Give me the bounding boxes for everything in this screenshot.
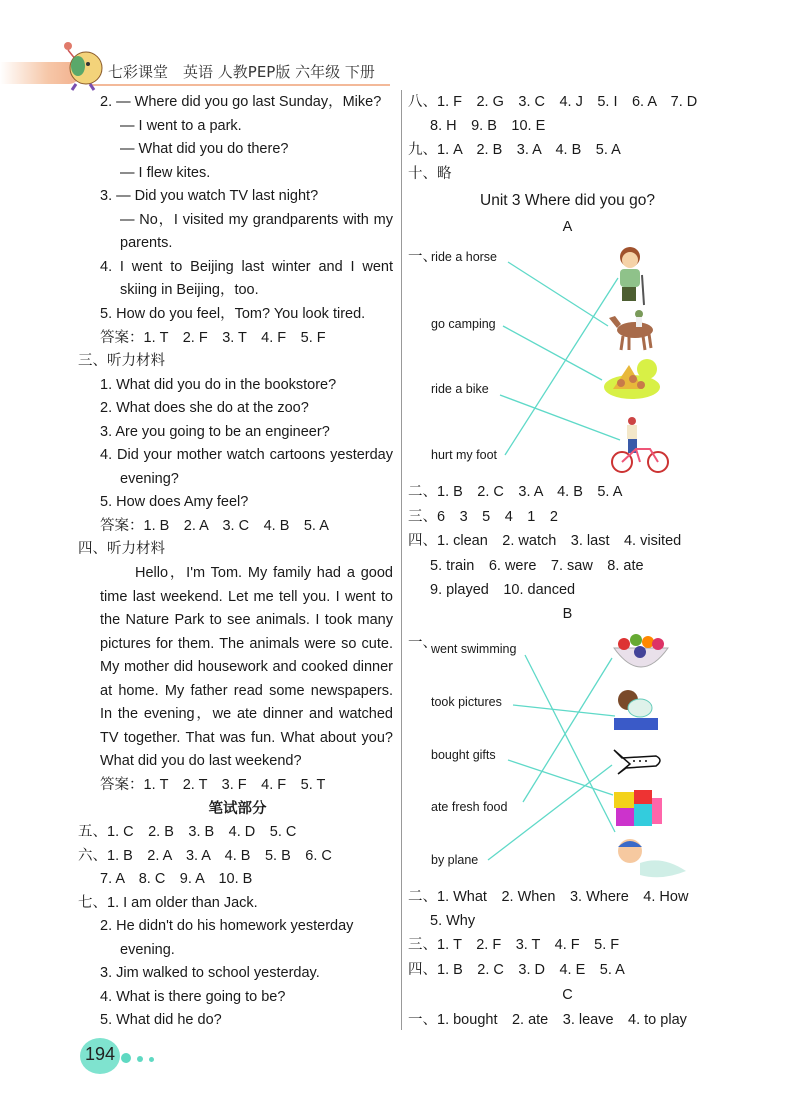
page-number: 194 bbox=[84, 1044, 116, 1064]
section-a-label: A bbox=[562, 219, 573, 235]
answer-line: 二、1. What 2. When 3. Where 4. How bbox=[408, 889, 689, 905]
answer-line: evening? bbox=[120, 470, 179, 487]
answer-line: 四、听力材料 bbox=[78, 541, 165, 558]
match-line bbox=[525, 655, 615, 832]
answer-line: 1. What did you do in the bookstore? bbox=[100, 376, 337, 393]
answer-line: at home. My father read some newspapers. bbox=[100, 682, 393, 699]
answer-line: 4. I went to Beijing last winter and I went bbox=[100, 258, 393, 275]
answer-line: 4. What is there going to be? bbox=[100, 988, 286, 1005]
answer-line: — No，I visited my grandparents with my bbox=[120, 211, 393, 228]
answer-line: What did you do last weekend? bbox=[100, 753, 302, 770]
answer-line: 7. A 8. C 9. A 10. B bbox=[100, 871, 253, 888]
answer-line: 三、6 3 5 4 1 2 bbox=[408, 509, 558, 525]
answer-line: TV together. That was fun. What about you? bbox=[100, 729, 393, 746]
answer-line: 答案：1. B 2. A 3. C 4. B 5. A bbox=[100, 517, 329, 534]
match-line bbox=[500, 395, 620, 440]
answer-line: 四、1. B 2. C 3. D 4. E 5. A bbox=[408, 962, 625, 978]
answer-line: 2. He didn't do his homework yesterday bbox=[100, 918, 354, 935]
decor-dot bbox=[137, 1056, 143, 1062]
answer-line: skiing in Beijing，too. bbox=[120, 282, 259, 299]
answer-line: 三、1. T 2. F 3. T 4. F 5. F bbox=[408, 937, 620, 953]
match-line bbox=[508, 760, 613, 795]
answer-line: 一、1. bought 2. ate 3. leave 4. to play bbox=[408, 1012, 687, 1028]
answer-line: time last weekend. Let me tell you. I went to bbox=[100, 588, 393, 605]
answer-line: 笔试部分 bbox=[208, 800, 267, 817]
answer-line: pictures for them. The animals were so cute. bbox=[100, 635, 393, 652]
answer-line: 5. How do you feel，Tom? You look tired. bbox=[100, 305, 366, 322]
answer-line: 5. How does Amy feel? bbox=[100, 494, 249, 511]
match-phrase: hurt my foot bbox=[431, 448, 497, 462]
decor-dot bbox=[121, 1053, 131, 1063]
answer-line: the Nature Park to see animals. I took many bbox=[100, 612, 393, 629]
answer-line: evening. bbox=[120, 941, 175, 958]
answer-line: 答案：1. T 2. T 3. F 4. F 5. T bbox=[100, 776, 326, 793]
match-phrase: ate fresh food bbox=[431, 800, 508, 814]
match-phrase: bought gifts bbox=[431, 748, 496, 762]
answer-line: 2. — Where did you go last Sunday，Mike? bbox=[100, 94, 382, 110]
answer-line: 5. What did he do? bbox=[100, 1012, 222, 1029]
answer-line: 九、1. A 2. B 3. A 4. B 5. A bbox=[408, 142, 621, 158]
answer-line: — I flew kites. bbox=[120, 164, 211, 181]
match-phrase: go camping bbox=[431, 317, 496, 331]
match-phrase: by plane bbox=[431, 853, 479, 867]
answer-line: 六、1. B 2. A 3. A 4. B 5. B 6. C bbox=[78, 847, 332, 864]
match-phrase: went swimming bbox=[431, 642, 517, 656]
answer-line: Hello，I'm Tom. My family had a good bbox=[135, 565, 393, 581]
answer-line: 答案：1. T 2. F 3. T 4. F 5. F bbox=[100, 329, 326, 346]
answer-line: 3. Are you going to be an engineer? bbox=[100, 423, 330, 440]
answer-line: In the evening，we ate dinner and watched bbox=[100, 706, 393, 723]
answer-line: 3. Jim walked to school yesterday. bbox=[100, 965, 320, 982]
match-phrase: ride a horse bbox=[431, 250, 498, 264]
answer-line: 3. — Did you watch TV last night? bbox=[100, 188, 319, 205]
answer-line: 三、听力材料 bbox=[78, 353, 165, 370]
answer-line: 8. H 9. B 10. E bbox=[430, 118, 546, 134]
section-c-label: C bbox=[562, 987, 573, 1003]
answer-line: 五、1. C 2. B 3. B 4. D 5. C bbox=[78, 824, 297, 841]
match-phrase: took pictures bbox=[431, 695, 502, 709]
answer-line: 2. What does she do at the zoo? bbox=[100, 400, 309, 417]
match-line bbox=[505, 278, 618, 455]
answer-line: My mother did housework and cooked dinner bbox=[100, 659, 393, 676]
section-a-number: 一、 bbox=[408, 249, 437, 265]
answer-line: 9. played 10. danced bbox=[430, 582, 576, 598]
answer-line: 5. Why bbox=[430, 913, 476, 929]
answer-line: 二、1. B 2. C 3. A 4. B 5. A bbox=[408, 484, 623, 500]
header-title: 七彩课堂 英语 人教PEP版 六年级 下册 bbox=[108, 63, 375, 81]
answer-line: 四、1. clean 2. watch 3. last 4. visited bbox=[408, 533, 682, 549]
section-b-label: B bbox=[562, 606, 573, 622]
page-number-badge bbox=[80, 1038, 120, 1074]
answer-line: — What did you do there? bbox=[120, 141, 289, 158]
match-line bbox=[513, 705, 615, 716]
unit-title: Unit 3 Where did you go? bbox=[480, 192, 655, 209]
answer-line: 5. train 6. were 7. saw 8. ate bbox=[430, 558, 644, 574]
answer-line: 八、1. F 2. G 3. C 4. J 5. I 6. A 7. D bbox=[408, 94, 698, 110]
answer-line: — I went to a park. bbox=[120, 117, 242, 134]
answer-line: 七、1. I am older than Jack. bbox=[78, 894, 258, 911]
section-b-number: 一、 bbox=[408, 635, 437, 651]
answer-line: 十、略 bbox=[408, 166, 452, 182]
decor-dot bbox=[149, 1057, 154, 1062]
answer-line: parents. bbox=[120, 235, 173, 252]
match-phrase: ride a bike bbox=[431, 382, 489, 396]
answer-line: 4. Did your mother watch cartoons yesterday bbox=[100, 447, 393, 464]
match-line bbox=[503, 326, 602, 380]
